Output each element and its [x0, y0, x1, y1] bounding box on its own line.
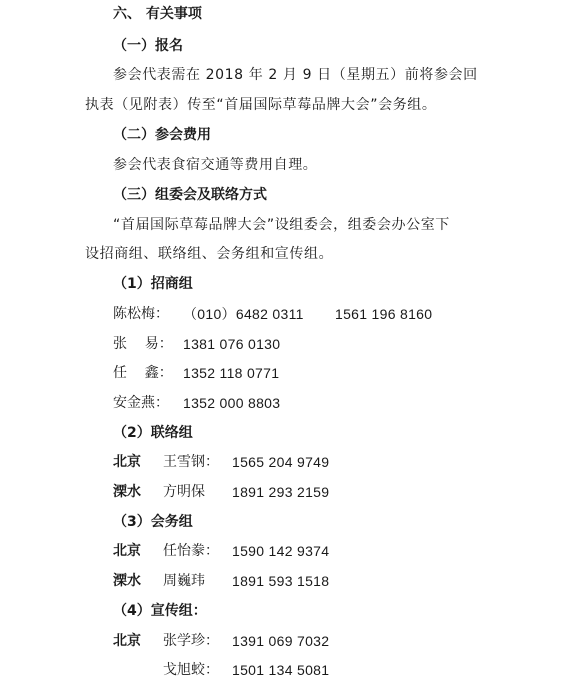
contact-phone-secondary: 1561 196 8160: [335, 306, 433, 322]
organizing-heading: （三）组委会及联络方式: [113, 187, 267, 203]
contact-phone: 1381 076 0130: [183, 336, 281, 352]
contact-name: 张 易：: [113, 336, 173, 352]
contact-location: 溧水: [113, 484, 141, 500]
contact-location: 溧水: [113, 573, 141, 589]
contact-name: 陈松梅：: [113, 306, 169, 322]
contact-phone: 1391 069 7032: [232, 633, 330, 649]
contact-name: 方明保: [163, 484, 205, 500]
organizing-text-line2: 设招商组、联络组、会务组和宣传组。: [85, 246, 334, 262]
liaison-group-heading: （2）联络组: [113, 425, 193, 441]
contact-name: 任 鑫：: [113, 365, 173, 381]
contact-phone: 1501 134 5081: [232, 662, 330, 678]
contact-location: 北京: [113, 454, 141, 470]
contact-name: 任怡豢：: [163, 543, 219, 559]
registration-text-line2: 执表（见附表）传至“首届国际草莓品牌大会”会务组。: [85, 97, 437, 113]
contact-location: 北京: [113, 633, 141, 649]
registration-text-line1: 参会代表需在 2018 年 2 月 9 日（星期五）前将参会回: [113, 67, 478, 83]
registration-heading: （一）报名: [113, 38, 183, 54]
contact-location: 北京: [113, 543, 141, 559]
conference-group-heading: （3）会务组: [113, 514, 193, 530]
contact-phone: 1891 293 2159: [232, 484, 330, 500]
contact-phone: （010）6482 0311: [183, 306, 304, 322]
section-title: 六、 有关事项: [113, 6, 202, 22]
contact-phone: 1352 118 0771: [183, 365, 280, 381]
fees-text: 参会代表食宿交通等费用自理。: [113, 157, 318, 173]
contact-name: 王雪钢：: [163, 454, 219, 470]
contact-phone: 1565 204 9749: [232, 454, 330, 470]
publicity-group-heading: （4）宣传组：: [113, 603, 207, 619]
contact-name: 张学珍：: [163, 633, 219, 649]
contact-name: 戈旭蛟：: [163, 662, 219, 678]
investment-group-heading: （1）招商组: [113, 276, 193, 292]
organizing-text-line1: “首届国际草莓品牌大会”设组委会，组委会办公室下: [113, 217, 450, 233]
contact-name: 安金燕：: [113, 395, 169, 411]
contact-phone: 1891 593 1518: [232, 573, 330, 589]
contact-name: 周巍玮: [163, 573, 205, 589]
contact-phone: 1590 142 9374: [232, 543, 330, 559]
contact-phone: 1352 000 8803: [183, 395, 281, 411]
fees-heading: （二）参会费用: [113, 127, 211, 143]
